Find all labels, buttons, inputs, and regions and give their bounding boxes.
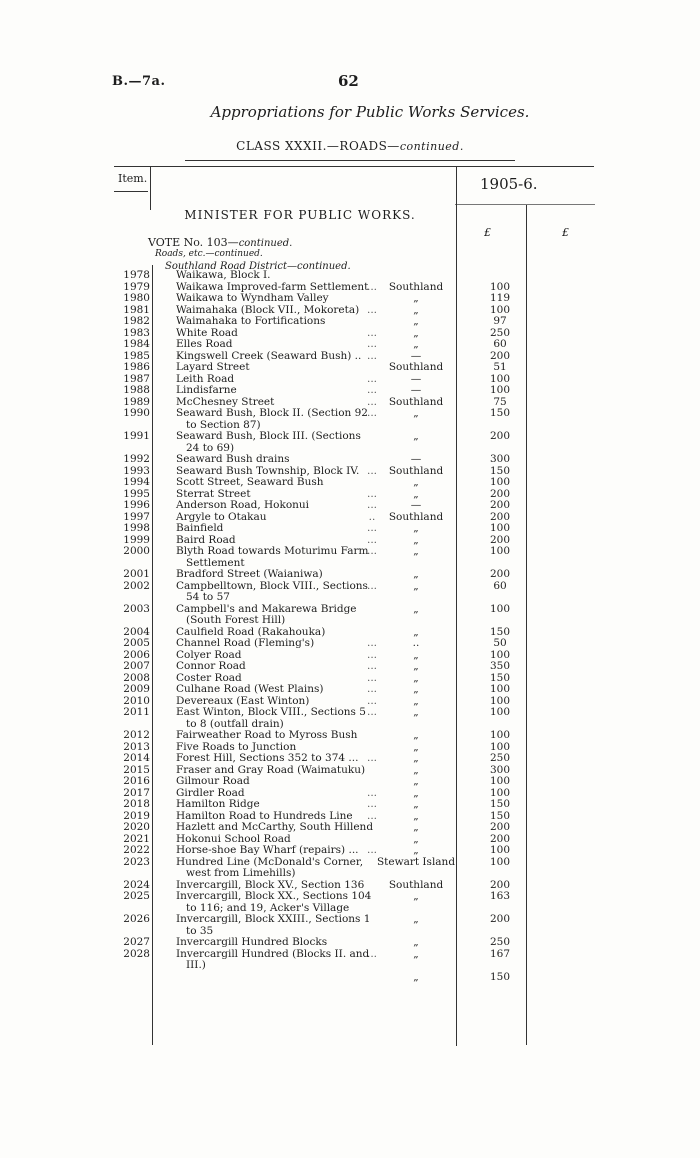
rule-under-class xyxy=(185,160,515,161)
row-place: „ xyxy=(413,338,419,350)
row-amt: 51 xyxy=(493,361,507,373)
row-desc: Girdler Road xyxy=(176,786,245,799)
row-amt: 163 xyxy=(489,890,511,902)
row-amt: 150 xyxy=(489,671,511,684)
vote-heading-main: VOTE No. 103— xyxy=(148,236,239,249)
row-desc: Bainfield xyxy=(176,522,224,534)
row-dots: ... xyxy=(366,694,377,707)
row-amt: 200 xyxy=(489,568,511,580)
row-place: „ xyxy=(413,292,419,304)
row-place: „ xyxy=(413,763,419,776)
row-desc: Hazlett and McCarthy, South Hillend xyxy=(176,821,374,833)
page-number: 62 xyxy=(338,72,359,90)
row-desc: Seaward Bush drains xyxy=(176,453,290,465)
row-amt: 100 xyxy=(489,706,511,718)
row-dots: ... xyxy=(366,407,377,419)
row-desc: Campbelltown, Block VIII., Sections 54 to 57 xyxy=(176,579,368,603)
row-desc: Invercargill, Block XXIII., Sections 1 to 35 xyxy=(176,913,371,937)
row-desc: Colyer Road xyxy=(176,648,242,661)
row-desc: Hamilton Ridge xyxy=(176,798,260,810)
row-num: 2024 xyxy=(123,878,150,891)
row-num: 2025 xyxy=(123,890,150,902)
year-column-header: 1905-6. xyxy=(480,175,538,193)
item-column-header: Item. xyxy=(118,172,148,185)
row-amt: 100 xyxy=(489,522,511,534)
row-desc: Seaward Bush, Block III. (Sections 24 to 69) xyxy=(176,430,361,454)
row-num: 1996 xyxy=(123,499,150,511)
row-place: Southland xyxy=(388,464,444,477)
row-num: 2012 xyxy=(123,729,150,741)
row-desc: Sterrat Street xyxy=(176,487,251,500)
row-amt: 200 xyxy=(489,533,511,546)
row-desc: Invercargill, Block XV., Section 136 xyxy=(176,878,365,891)
row-desc: Forest Hill, Sections 352 to 374 ... xyxy=(176,752,359,764)
row-place: „ xyxy=(413,430,419,442)
row-num: 2006 xyxy=(123,648,150,661)
appropriation-rows xyxy=(0,269,700,983)
row-dots: ... xyxy=(366,809,377,822)
row-place: „ xyxy=(413,913,419,925)
row-amt: 250 xyxy=(489,936,511,948)
row-place: Southland xyxy=(388,361,444,373)
row-desc: Connor Road xyxy=(176,660,246,672)
row-dots: ... xyxy=(366,372,377,385)
row-place: — xyxy=(410,453,422,465)
row-place: — xyxy=(410,349,422,362)
row-desc: Scott Street, Seaward Bush xyxy=(176,476,324,488)
row-place: „ xyxy=(413,660,419,672)
row-num: 2010 xyxy=(123,694,150,707)
row-dots: ... xyxy=(366,660,377,672)
row-num: 1980 xyxy=(123,292,150,304)
row-num: 2000 xyxy=(123,545,150,557)
row-desc: Argyle to Otakau xyxy=(176,510,267,523)
row-num: 1983 xyxy=(123,326,150,339)
row-place: „ xyxy=(413,970,419,983)
row-num: 1987 xyxy=(123,372,150,385)
row-place: „ xyxy=(413,648,419,661)
row-desc: Hamilton Road to Hundreds Line xyxy=(176,809,353,822)
row-place: „ xyxy=(413,487,419,500)
row-num: 2014 xyxy=(123,752,150,764)
row-dots: ... xyxy=(366,326,377,339)
row-place: Southland xyxy=(388,280,444,293)
row-num: 2003 xyxy=(123,602,150,615)
row-desc: Invercargill, Block XX., Sections 104 to 116; and 19, Acker's Village xyxy=(176,890,372,914)
row-num: 1984 xyxy=(123,338,150,350)
row-place: „ xyxy=(413,476,419,488)
row-amt: 200 xyxy=(489,430,511,442)
vote-heading xyxy=(148,236,292,249)
row-num: 2013 xyxy=(123,740,150,753)
row-desc: Culhane Road (West Plains) xyxy=(176,683,324,695)
row-desc: Channel Road (Fleming's) xyxy=(176,637,315,649)
row-num: 1985 xyxy=(123,349,150,362)
row-place: — xyxy=(410,384,422,396)
row-amt: 167 xyxy=(489,947,511,960)
row-amt: 200 xyxy=(489,878,511,891)
row-num: 2021 xyxy=(123,832,150,845)
row-num: 2009 xyxy=(123,683,150,695)
row-desc: Hundred Line (McDonald's Corner, west from Limehills) xyxy=(176,855,364,879)
row-desc: McChesney Street xyxy=(176,395,275,408)
row-dots: ... xyxy=(366,671,377,684)
row-place: „ xyxy=(413,729,419,741)
row-dots: .. xyxy=(368,510,376,523)
row-num: 2002 xyxy=(123,579,150,592)
row-desc: Fairweather Road to Myross Bush xyxy=(176,729,358,741)
row-desc: Campbell's and Makarewa Bridge (South Forest Hill) xyxy=(176,602,357,626)
row-desc: Blyth Road towards Moturimu Farm Settlement xyxy=(176,545,369,569)
row-dots: ... xyxy=(366,752,377,764)
row-dots: ... xyxy=(366,798,377,810)
row-dots: ... xyxy=(366,786,377,799)
row-place: „ xyxy=(413,798,419,810)
row-place: „ xyxy=(413,752,419,764)
row-desc: Bradford Street (Waianiwa) xyxy=(176,568,323,580)
row-place: „ xyxy=(413,326,419,339)
row-num: 1981 xyxy=(123,303,150,316)
row-num: 2018 xyxy=(123,798,150,810)
row-place: „ xyxy=(413,947,419,960)
row-amt: 119 xyxy=(489,292,511,304)
row-amt: 150 xyxy=(489,625,511,638)
row-desc: Caulfield Road (Rakahouka) xyxy=(176,625,326,638)
row-num: 1991 xyxy=(123,430,150,442)
row-place: „ xyxy=(413,683,419,695)
row-amt: 100 xyxy=(489,740,511,753)
row-dots: ... xyxy=(366,303,377,316)
row-amt: 200 xyxy=(489,487,511,500)
row-dots: ... xyxy=(366,637,377,649)
row-dots: ... xyxy=(366,648,377,661)
row-amt: 60 xyxy=(493,579,507,592)
row-desc: Waimahaka to Fortifications xyxy=(176,315,326,327)
row-dots: ... xyxy=(366,579,377,592)
row-num: 2016 xyxy=(123,775,150,787)
row-place: „ xyxy=(413,407,419,419)
row-amt: 100 xyxy=(489,694,511,707)
table-top-rule xyxy=(114,166,594,167)
row-amt: 150 xyxy=(489,970,511,983)
row-dots: ... xyxy=(366,395,377,408)
row-desc: Fraser and Gray Road (Waimatuku) xyxy=(176,763,366,776)
document-reference: B.—7a. xyxy=(112,74,166,89)
row-amt: 100 xyxy=(489,545,511,557)
row-num: 1997 xyxy=(123,510,150,523)
row-dots: ... xyxy=(366,384,377,396)
row-desc: Seaward Bush Township, Block IV. xyxy=(176,464,360,477)
row-place: „ xyxy=(413,579,419,592)
row-amt: 100 xyxy=(489,683,511,695)
row-dots: ... xyxy=(366,464,377,477)
page-title xyxy=(0,103,700,121)
row-desc: Invercargill Hundred (Blocks II. and III.) xyxy=(176,947,370,971)
row-desc: Anderson Road, Hokonui xyxy=(176,499,310,511)
row-num: 1979 xyxy=(123,280,150,293)
row-num: 1990 xyxy=(123,407,150,419)
roads-subheading: Roads, etc.—continued. xyxy=(155,249,263,259)
row-dots: ... xyxy=(366,499,377,511)
row-place: — xyxy=(410,499,422,511)
row-num: 2019 xyxy=(123,809,150,822)
row-amt: 50 xyxy=(493,637,507,649)
row-num: 1986 xyxy=(123,361,150,373)
page-title-text: Appropriations for Public Works Services. xyxy=(210,103,530,121)
row-desc: Layard Street xyxy=(176,361,250,373)
row-amt: 300 xyxy=(489,763,511,776)
row-desc: Invercargill Hundred Blocks xyxy=(176,936,328,948)
row-amt: 100 xyxy=(489,786,511,799)
row-dots: ... xyxy=(366,545,377,557)
row-desc: Hokonui School Road xyxy=(176,832,291,845)
row-amt: 75 xyxy=(493,395,507,408)
row-amt: 100 xyxy=(489,280,511,293)
row-amt: 100 xyxy=(489,775,511,787)
row-num: 2004 xyxy=(123,625,150,638)
row-desc: Waikawa to Wyndham Valley xyxy=(176,292,329,304)
row-desc: Elles Road xyxy=(176,338,233,350)
row-place: „ xyxy=(413,602,419,615)
year-head-rule xyxy=(455,204,595,205)
row-desc: Leith Road xyxy=(176,372,235,385)
row-desc: Gilmour Road xyxy=(176,775,250,787)
row-place: „ xyxy=(413,303,419,316)
row-amt: 100 xyxy=(489,476,511,488)
row-desc: Kingswell Creek (Seaward Bush) .. xyxy=(176,349,362,362)
row-amt: 60 xyxy=(493,338,507,350)
row-desc: Baird Road xyxy=(176,533,236,546)
pound-symbol-2: £ xyxy=(562,226,569,239)
row-num: 1989 xyxy=(123,395,150,408)
row-place: „ xyxy=(413,522,419,534)
row-place: „ xyxy=(413,821,419,833)
row-num: 1982 xyxy=(123,315,150,327)
row-place: „ xyxy=(413,832,419,845)
row-place: „ xyxy=(413,315,419,327)
row-desc: Coster Road xyxy=(176,671,242,684)
row-place: „ xyxy=(413,671,419,684)
table-row xyxy=(0,947,700,983)
row-place: „ xyxy=(413,786,419,799)
row-dots: ... xyxy=(366,533,377,546)
row-dots: ... xyxy=(366,338,377,350)
row-amt: 100 xyxy=(489,855,511,868)
row-num: 1978 xyxy=(123,269,150,281)
row-dots: ... xyxy=(366,349,377,362)
row-place: „ xyxy=(413,694,419,707)
row-place: „ xyxy=(413,706,419,718)
row-place: — xyxy=(410,372,422,385)
row-num: 2023 xyxy=(123,855,150,868)
row-desc: Waimahaka (Block VII., Mokoreta) xyxy=(176,303,360,316)
row-desc: Waikawa, Block I. xyxy=(176,269,271,281)
row-dots: ... xyxy=(366,844,377,856)
row-place: Stewart Island xyxy=(376,855,456,868)
row-amt: 200 xyxy=(489,499,511,511)
row-dots: ... xyxy=(366,683,377,695)
row-num: 2026 xyxy=(123,913,150,925)
minister-heading: MINISTER FOR PUBLIC WORKS. xyxy=(184,208,416,222)
row-num: 2015 xyxy=(123,763,150,776)
row-num: 1992 xyxy=(123,453,150,465)
row-place: Southland xyxy=(388,878,444,891)
row-num: 2007 xyxy=(123,660,150,672)
row-num: 1993 xyxy=(123,464,150,477)
row-desc: Lindisfarne xyxy=(176,384,237,396)
row-place: Southland xyxy=(388,510,444,523)
item-column-divider xyxy=(150,166,151,210)
row-amt: 200 xyxy=(489,821,511,833)
row-dots: ... xyxy=(366,522,377,534)
row-amt: 300 xyxy=(489,453,511,465)
row-place: „ xyxy=(413,936,419,948)
row-amt: 150 xyxy=(489,809,511,822)
row-amt: 100 xyxy=(489,303,511,316)
row-amt: 100 xyxy=(489,844,511,856)
row-num: 1998 xyxy=(123,522,150,534)
row-amt: 100 xyxy=(489,372,511,385)
row-place: „ xyxy=(413,844,419,856)
item-head-rule xyxy=(114,191,148,192)
row-num: 2020 xyxy=(123,821,150,833)
row-place: „ xyxy=(413,545,419,557)
row-num: 2001 xyxy=(123,568,150,580)
row-place: Southland xyxy=(388,395,444,408)
row-place: .. xyxy=(412,637,420,649)
row-num: 1999 xyxy=(123,533,150,546)
row-dots: ... xyxy=(366,706,377,718)
row-place: „ xyxy=(413,890,419,902)
row-num: 2005 xyxy=(123,637,150,649)
row-num: 2011 xyxy=(123,706,150,718)
row-num: 1995 xyxy=(123,487,150,500)
row-dots: ... xyxy=(366,280,377,293)
row-num: 2022 xyxy=(123,844,150,856)
row-num: 1988 xyxy=(123,384,150,396)
row-desc: White Road xyxy=(176,326,238,339)
class-heading-continued: continued. xyxy=(399,140,464,153)
row-place: „ xyxy=(413,809,419,822)
pound-symbol-1: £ xyxy=(484,226,491,239)
row-desc: East Winton, Block VIII., Sections 5 to 8 (outfall drain) xyxy=(176,706,366,730)
row-place: „ xyxy=(413,625,419,638)
row-num: 2008 xyxy=(123,671,150,684)
row-place: „ xyxy=(413,740,419,753)
row-desc: Devereaux (East Winton) xyxy=(176,694,310,707)
row-num: 2017 xyxy=(123,786,150,799)
row-desc: Five Roads to Junction xyxy=(176,740,297,753)
row-num: 1994 xyxy=(123,476,150,488)
row-amt: 150 xyxy=(489,407,511,419)
row-amt: 150 xyxy=(489,464,511,477)
district-subheading: Southland Road District—continued. xyxy=(165,261,351,272)
row-amt: 97 xyxy=(493,315,507,327)
row-place: „ xyxy=(413,775,419,787)
row-amt: 150 xyxy=(489,798,511,810)
class-heading-main: CLASS XXXII.—ROADS— xyxy=(236,139,400,153)
row-amt: 350 xyxy=(489,660,511,672)
row-amt: 200 xyxy=(489,349,511,362)
row-desc: Horse-shoe Bay Wharf (repairs) ... xyxy=(176,844,359,856)
class-heading xyxy=(0,139,700,153)
row-place: „ xyxy=(413,533,419,546)
row-num: 2027 xyxy=(123,936,150,948)
row-num: 2028 xyxy=(123,947,150,960)
row-amt: 100 xyxy=(489,602,511,615)
row-amt: 200 xyxy=(489,832,511,845)
row-place: „ xyxy=(413,568,419,580)
row-amt: 250 xyxy=(489,326,511,339)
row-amt: 200 xyxy=(489,913,511,925)
row-desc: Waikawa Improved-farm Settlement xyxy=(176,280,369,293)
row-amt: 100 xyxy=(489,648,511,661)
row-amt: 250 xyxy=(489,752,511,764)
row-amt: 100 xyxy=(489,729,511,741)
row-amt: 200 xyxy=(489,510,511,523)
row-desc: Seaward Bush, Block II. (Section 92 to Section 87) xyxy=(176,407,368,431)
row-dots: ... xyxy=(366,947,377,960)
vote-heading-continued: continued. xyxy=(238,238,293,249)
row-dots: ... xyxy=(366,487,377,500)
row-amt: 100 xyxy=(489,384,511,396)
